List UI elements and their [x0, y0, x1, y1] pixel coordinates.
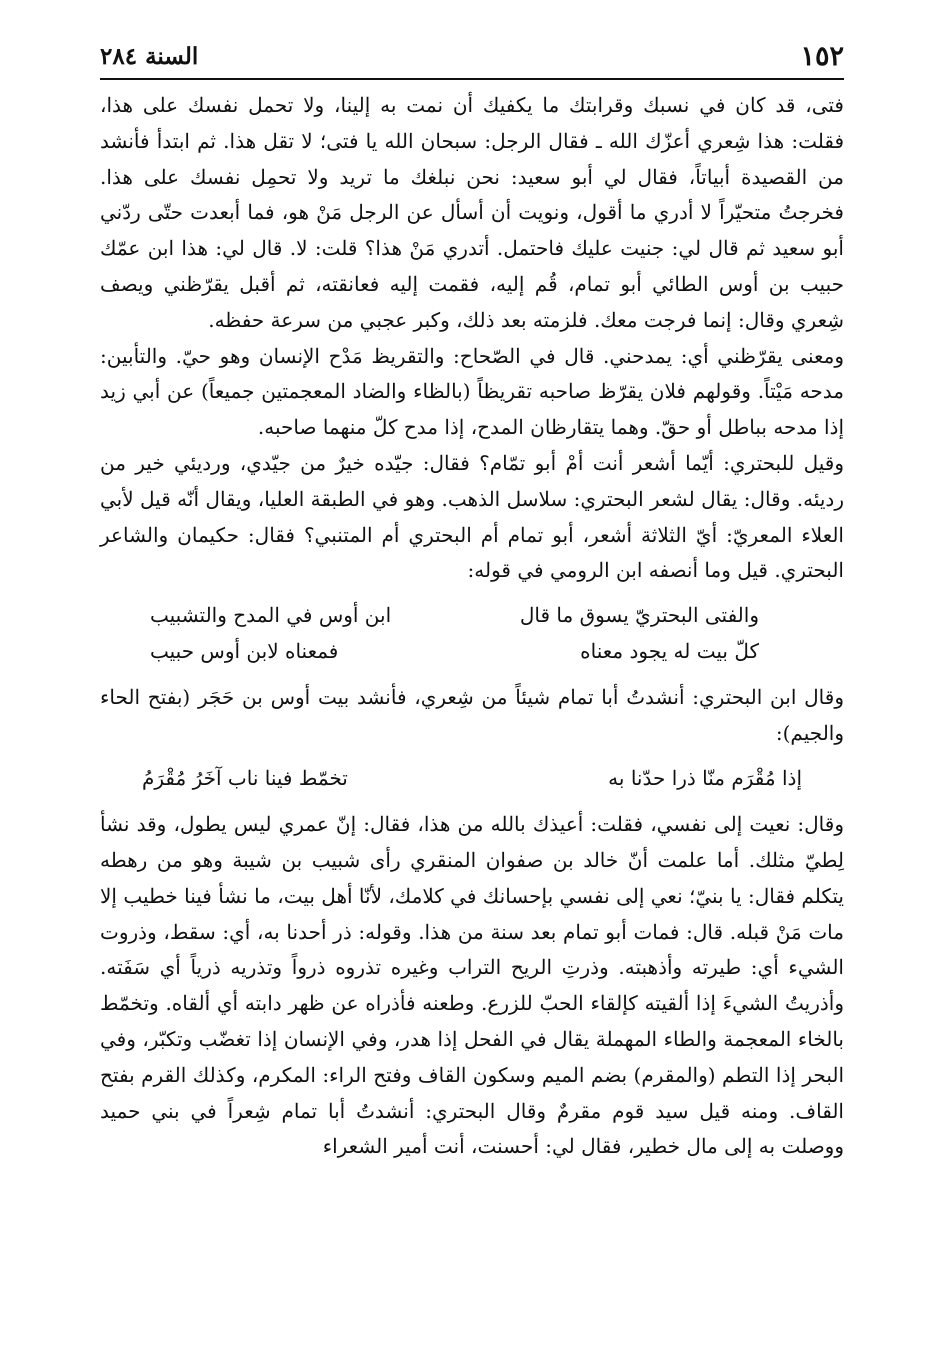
paragraph-5: وقال: نعيت إلى نفسي، فقلت: أعيذك بالله من هذا، فقال: إنّ عمري ليس يطول، وقد نشأ لِطيّ مثلك. أما علمت أنّ خالد بن صفوان المنقري رأى شبيب بن شيبة وهو من رهطه يتكلم فقال: يا بنيّ؛ نعي إلى نفسي بإحسانك في كلامك، لأنّا أهل بيت، ما نشأ فينا خطيب إلا مات مَنْ قبله. قال: فمات أبو تمام بعد سنة من هذا. وقوله: ذر أحدنا به، أي: سقط، وذروت الشيء أي: طيرته وأذهبته. وذرتِ الريح التراب وغيره تذروه ذرواً وتذريه ذرياً أي سَفَته. وأذريتُ الشيءَ إذا ألقيته كإلقاء الحبّ للزرع. وطعنه فأذراه عن ظهر دابته أي ألقاه. وتخمّط بالخاء المعجمة والطاء المهملة يقال في الفحل إذا هدر، وفي الإنسان إذا تغضّب وتكبّر، وفي البحر إذا التطم (والمقرم) بضم الميم وسكون القاف وفتح الراء: المكرم، وكذلك القرم بفتح القاف. ومنه قيل سيد قوم مقرمٌ وقال البحتري: أنشدتُ أبا تمام شِعراً في بني حميد ووصلت به إلى مال خطير، فقال لي: أحسنت، أنت أمير الشعراء — [100, 812, 844, 1159]
verse-line — [100, 634, 844, 670]
page-header — [100, 34, 844, 80]
running-head-year: السنة ٢٨٤ — [100, 42, 199, 70]
paragraph-4: وقال ابن البحتري: أنشدتُ أبا تمام شيئاً من شِعري، فأنشد بيت أوس بن حَجَر (بفتح الحاء والجيم): — [100, 685, 844, 745]
verse-hemistich-second: تخمّط فينا ناب آخَرُ مُقْرَمُ — [142, 765, 348, 790]
body-text — [100, 88, 844, 1165]
verse-hemistich-second: ابن أوس في المدح والتشبيب — [150, 603, 392, 628]
verse-hemistich-first: كلّ بيت له يجود معناه — [580, 638, 759, 663]
paragraph-1: فتى، قد كان في نسبك وقرابتك ما يكفيك أن نمت به إلينا، ولا تحمل نفسك على هذا، فقلت: هذا شِعري أعزّك الله ـ فقال الرجل: سبحان الله يا فتى؛ لا تقل هذا. ثم ابتدأ فأنشد من القصيدة أبياتاً، فقال لي أبو سعيد: نحن نبلغك ما تريد ولا تحمِل نفسك على هذا. فخرجتُ متحيّراً لا أدري ما أقول، ونويت أن أسأل عن الرجل مَنْ هو، فما أبعدت حتّى ردّني أبو سعيد ثم قال لي: جنيت عليك فاحتمل. أتدري مَنْ هذا؟ قلت: لا. قال لي: هذا ابن عمّك حبيب بن أوس الطائي أبو تمام، قُم إليه، فقمت إليه فعانقته، ثم أقبل يقرّظني ويصف شِعري وقال: إنما فرجت معك. فلزمته بعد ذلك، وكبر عجبي من سرعة حفظه. — [100, 93, 844, 332]
poem-verses-2 — [100, 761, 844, 797]
verse-hemistich-first: والفتى البحتريّ يسوق ما قال — [519, 603, 759, 628]
paragraph-3: وقيل للبحتري: أيّما أشعر أنت أمْ أبو تمّام؟ فقال: جيّده خيرٌ من جيّدي، ورديئي خير من رديئه. وقال: يقال لشعر البحتري: سلاسل الذهب. وهو في الطبقة العليا، ويقال أنّه قيل لأبي العلاء المعريّ: أيّ الثلاثة أشعر، أبو تمام أم البحتري أم المتنبي؟ فقال: حكيمان والشاعر البحتري. قيل وما أنصفه ابن الرومي في قوله: — [100, 450, 844, 583]
verse-hemistich-first: إذا مُقْرَم منّا ذرا حدّنا به — [608, 765, 802, 790]
poem-verses-1 — [100, 598, 844, 669]
verse-line — [100, 598, 844, 634]
verse-hemistich-second: فمعناه لابن أوس حبيب — [150, 638, 339, 663]
paragraph-2: ومعنى يقرّظني أي: يمدحني. قال في الصّحاح: والتقريظ مَدْح الإنسان وهو حيّ. والتأبين: مدحه مَيْتاً. وقولهم فلان يقرّظ صاحبه تقريظاً (بالظاء والضاد المعجمتين جميعاً) عن أبي زيد إذا مدحه بباطل أو حقّ. وهما يتقارظان المدح، إذا مدح كلّ منهما صاحبه. — [100, 343, 844, 440]
page-number: ١٥٢ — [800, 40, 844, 72]
verse-line — [100, 761, 844, 797]
